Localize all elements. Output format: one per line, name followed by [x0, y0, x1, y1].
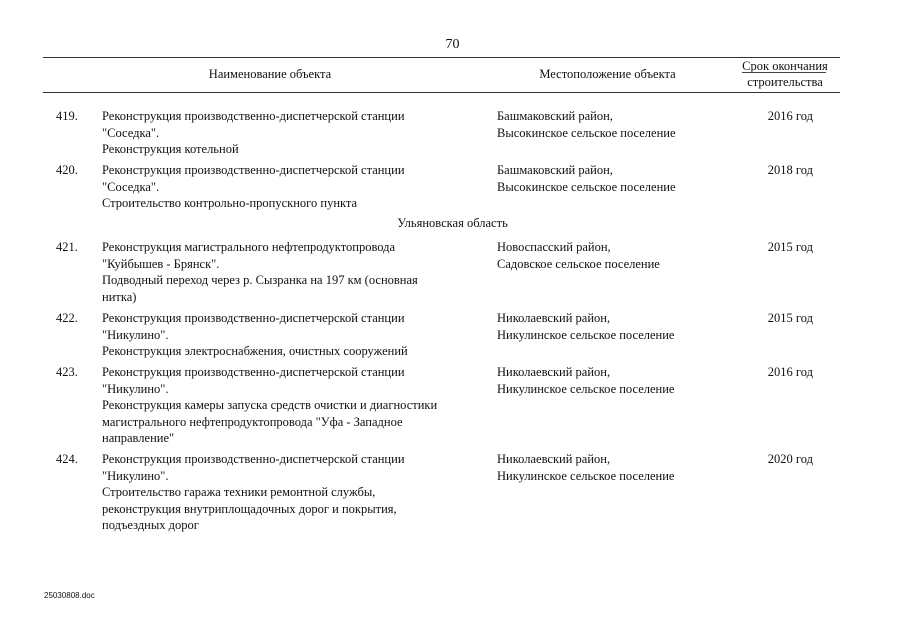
row-location-line: Башмаковский район, — [497, 109, 613, 123]
row-location-line: Садовское сельское поселение — [497, 256, 660, 271]
row-name-line: Реконструкция электроснабжения, очистных сооружений — [102, 344, 408, 358]
header-name: Наименование объекта — [208, 67, 332, 81]
row-location — [497, 364, 737, 397]
row-name-line: "Соседка". — [102, 125, 160, 140]
row-location-line: Николаевский район, — [497, 365, 611, 379]
row-year: 2018 год — [767, 163, 813, 177]
row-name-line: Реконструкция производственно-диспетчерской станции — [102, 163, 405, 177]
header-deadline-underline — [742, 72, 826, 73]
row-name — [102, 451, 482, 534]
row-location-line: Высокинское сельское поселение — [497, 125, 676, 140]
footer-filename: 25030808.doc — [44, 591, 95, 600]
row-year: 2015 год — [767, 311, 813, 325]
row-number: 420. — [56, 163, 78, 177]
row-name-line: Строительство контрольно-пропускного пункта — [102, 196, 358, 210]
row-name-line: Реконструкция производственно-диспетчерской станции — [102, 109, 405, 123]
row-name-line: "Соседка". — [102, 179, 160, 194]
row-name — [102, 108, 482, 158]
row-name-line: подъездных дорог — [102, 518, 199, 532]
row-name-line: "Никулино". — [102, 327, 169, 342]
header-deadline-line2: строительства — [747, 75, 823, 89]
row-location-line: Высокинское сельское поселение — [497, 179, 676, 194]
row-location-line: Никулинское сельское поселение — [497, 381, 675, 396]
row-name-line: "Никулино". — [102, 381, 169, 396]
row-name-line: нитка) — [102, 289, 137, 304]
row-location — [497, 239, 737, 272]
header-location: Местоположение объекта — [539, 67, 676, 81]
row-location-line: Никулинское сельское поселение — [497, 468, 675, 483]
row-year: 2016 год — [767, 365, 813, 379]
row-location — [497, 108, 737, 141]
row-number: 422. — [56, 311, 78, 325]
table-header-bottom-rule — [43, 92, 840, 93]
row-number: 423. — [56, 365, 78, 379]
row-location-line: Николаевский район, — [497, 452, 611, 466]
row-year: 2016 год — [767, 109, 813, 123]
row-name — [102, 364, 482, 447]
row-name — [102, 239, 482, 305]
row-year: 2015 год — [767, 240, 813, 254]
row-number: 424. — [56, 452, 78, 466]
row-name-line: Реконструкция камеры запуска средств очистки и диагностики — [102, 398, 438, 412]
row-name-line: Реконструкция производственно-диспетчерской станции — [102, 452, 405, 466]
row-name-line: Реконструкция производственно-диспетчерской станции — [102, 311, 405, 325]
row-location-line: Новоспасский район, — [497, 240, 611, 254]
row-number: 421. — [56, 240, 78, 254]
row-number: 419. — [56, 109, 78, 123]
row-name-line: Подводный переход через р. Сызранка на 197 км (основная — [102, 273, 418, 287]
table-top-rule — [43, 57, 840, 58]
row-name — [102, 162, 482, 212]
row-name-line: "Никулино". — [102, 468, 169, 483]
row-name-line: направление" — [102, 431, 175, 445]
region-heading: Ульяновская область — [397, 216, 508, 230]
row-location — [497, 310, 737, 343]
row-name-line: Реконструкция производственно-диспетчерской станции — [102, 365, 405, 379]
row-name-line: магистрального нефтепродуктопровода "Уфа - Западное — [102, 414, 403, 429]
row-location-line: Николаевский район, — [497, 311, 611, 325]
row-location-line: Башмаковский район, — [497, 163, 613, 177]
row-name-line: Реконструкция магистрального нефтепродуктопровода — [102, 240, 396, 254]
row-location-line: Никулинское сельское поселение — [497, 327, 675, 342]
row-year: 2020 год — [767, 452, 813, 466]
row-name-line: реконструкция внутриплощадочных дорог и покрытия, — [102, 501, 397, 516]
row-name — [102, 310, 482, 360]
header-deadline — [728, 58, 842, 90]
page-number: 70 — [445, 37, 460, 52]
row-name-line: "Куйбышев - Брянск". — [102, 256, 220, 271]
row-location — [497, 162, 737, 195]
row-name-line: Строительство гаража техники ремонтной службы, — [102, 485, 376, 499]
header-deadline-line1: Срок окончания — [742, 59, 828, 73]
row-name-line: Реконструкция котельной — [102, 142, 239, 156]
row-location — [497, 451, 737, 484]
